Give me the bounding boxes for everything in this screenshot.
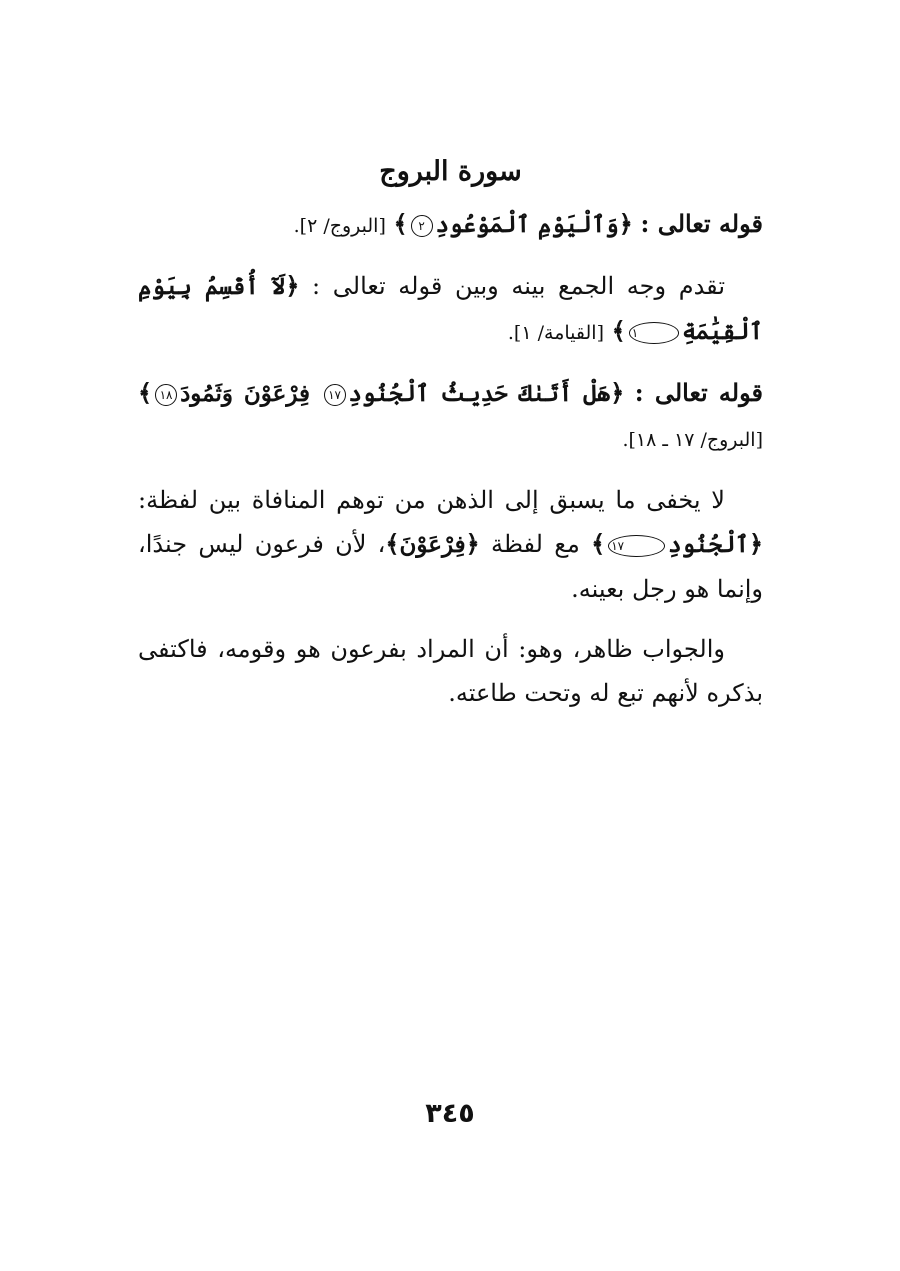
entry-2 — [138, 264, 763, 355]
entry-3-verse-b: فِرْعَوْنَ وَثَمُودَ — [180, 380, 311, 407]
ayah-number-marker: ١ — [629, 322, 679, 344]
entry-5-text: والجواب ظاهر، وهو: أن المراد بفرعون هو وقومه، فاكتفى بذكره لأنهم تبع له وتحت طاعته. — [138, 635, 763, 707]
ornate-close-bracket: ﴾ — [591, 529, 606, 558]
entry-4-text-a: لا يخفى ما يسبق إلى الذهن من توهم المنافاة بين لفظة: — [138, 486, 725, 514]
entry-4-text-c: ، لأن فرعون ليس جندًا، وإنما هو رجل بعينه. — [138, 530, 763, 603]
entry-1-reference: [البروج/ ٢]. — [293, 215, 386, 237]
ornate-open-bracket: ﴿ — [465, 529, 480, 558]
entry-3 — [138, 371, 763, 462]
ayah-number-marker: ١٧ — [608, 535, 665, 557]
entry-4-text-b: مع لفظة — [490, 530, 580, 558]
ayah-number-marker: ١٧ — [324, 384, 346, 406]
ornate-close-bracket: ﴾ — [611, 316, 626, 345]
ornate-close-bracket: ﴾ — [393, 209, 408, 238]
entry-4 — [138, 478, 763, 611]
entry-3-verse-a: هَلْ أَتَىٰكَ حَدِيثُ ٱلْجُنُودِ — [348, 380, 611, 407]
entry-5 — [138, 627, 763, 715]
ornate-open-bracket: ﴿ — [610, 378, 625, 407]
ayah-number-marker: ٢ — [411, 215, 433, 237]
ornate-open-bracket: ﴿ — [748, 529, 764, 558]
entry-1-verse: وَٱلْيَوْمِ ٱلْمَوْعُودِ — [435, 211, 619, 238]
entry-3-lead: قوله تعالى : — [634, 378, 763, 407]
ornate-open-bracket: ﴿ — [618, 209, 633, 238]
entry-1 — [138, 202, 763, 248]
page-number: ٣٤٥ — [425, 1098, 475, 1129]
entry-2-reference: [القيامة/ ١]. — [507, 322, 604, 344]
page-body — [138, 150, 763, 731]
page-title: سورة البروج — [379, 156, 522, 187]
entry-3-reference: [البروج/ ١٧ ـ ١٨]. — [622, 429, 763, 451]
entry-2-text: تقدم وجه الجمع بينه وبين قوله تعالى : — [312, 272, 725, 300]
ornate-close-bracket: ﴾ — [385, 529, 400, 558]
entry-4-verse-a: ٱلْجُنُودِ — [668, 531, 749, 558]
ayah-number-marker: ١٨ — [155, 384, 177, 406]
entry-2-verse: لَآ أُقْسِمُ بِيَوْمِ ٱلْقِيَٰمَةِ — [138, 273, 763, 345]
ornate-close-bracket: ﴾ — [138, 378, 153, 407]
entry-1-lead: قوله تعالى : — [640, 209, 763, 238]
ornate-open-bracket: ﴿ — [285, 271, 300, 300]
entry-4-verse-b: فِرْعَوْنَ — [399, 531, 466, 558]
